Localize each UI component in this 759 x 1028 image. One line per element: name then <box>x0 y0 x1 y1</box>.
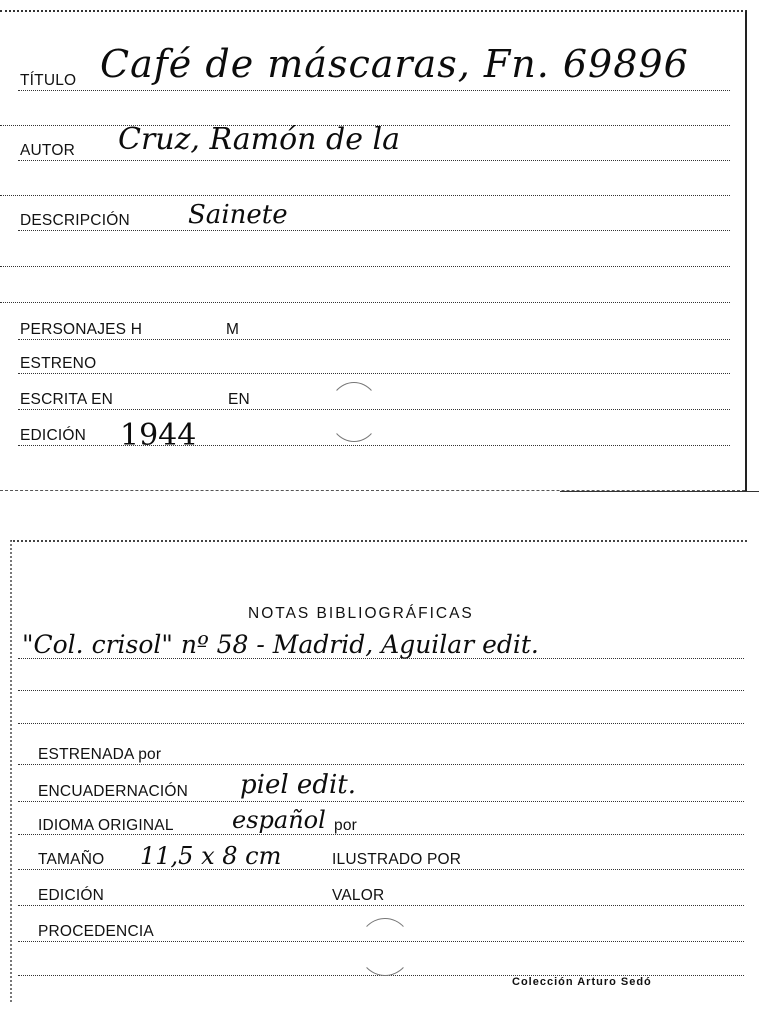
notas-rule-2 <box>18 690 744 691</box>
personajes-label: PERSONAJES H <box>20 321 143 338</box>
tamano-rule <box>18 869 744 870</box>
personajes-rule <box>18 339 730 340</box>
encuadernacion-value: piel edit. <box>240 770 356 800</box>
estreno-label: ESTRENO <box>20 355 97 372</box>
punch-hole-mark <box>328 382 380 442</box>
autor-rule-2 <box>0 195 730 196</box>
descripcion-rule <box>18 230 730 231</box>
edicion-label: EDICIÓN <box>20 427 86 444</box>
descripcion-rule-2 <box>0 266 730 267</box>
tamano-label: TAMAÑO <box>38 851 105 868</box>
encuadernacion-label: ENCUADERNACIÓN <box>38 783 189 800</box>
encuadernacion-rule <box>18 801 744 802</box>
idioma-label: IDIOMA ORIGINAL <box>38 817 174 834</box>
ilustrado-label: ILUSTRADO POR <box>332 851 462 868</box>
estreno-rule <box>18 373 730 374</box>
titulo-value: Café de máscaras, Fn. 69896 <box>100 42 689 86</box>
autor-label: AUTOR <box>20 142 75 159</box>
descripcion-value: Sainete <box>188 200 288 230</box>
estrenada-rule <box>18 764 744 765</box>
escrita-label: ESCRITA EN <box>20 391 114 408</box>
idioma-value: español <box>232 806 326 834</box>
edicion-back-rule <box>18 905 744 906</box>
notas-rule-1 <box>18 658 744 659</box>
tamano-value: 11,5 x 8 cm <box>140 842 282 870</box>
m-label: M <box>226 321 240 338</box>
autor-value: Cruz, Ramón de la <box>118 122 400 157</box>
punch-hole-mark-back <box>358 918 412 976</box>
procedencia-label: PROCEDENCIA <box>38 923 154 940</box>
titulo-rule <box>18 90 730 91</box>
descripcion-rule-3 <box>0 302 730 303</box>
descripcion-label: DESCRIPCIÓN <box>20 212 130 229</box>
notas-title: NOTAS BIBLIOGRÁFICAS <box>248 605 474 622</box>
edicion-value: 1944 <box>120 418 197 453</box>
titulo-label: TÍTULO <box>20 72 77 89</box>
valor-label: VALOR <box>332 887 385 904</box>
card-separator <box>560 491 759 492</box>
en-label: EN <box>228 391 250 408</box>
coleccion-credit: Colección Arturo Sedó <box>512 976 652 988</box>
notas-rule-3 <box>18 723 744 724</box>
por-label: por <box>334 817 358 834</box>
autor-rule <box>18 160 730 161</box>
notas-value: "Col. crisol" nº 58 - Madrid, Aguilar edit. <box>22 630 539 659</box>
edicion-back-label: EDICIÓN <box>38 887 104 904</box>
estrenada-label: ESTRENADA por <box>38 746 162 763</box>
